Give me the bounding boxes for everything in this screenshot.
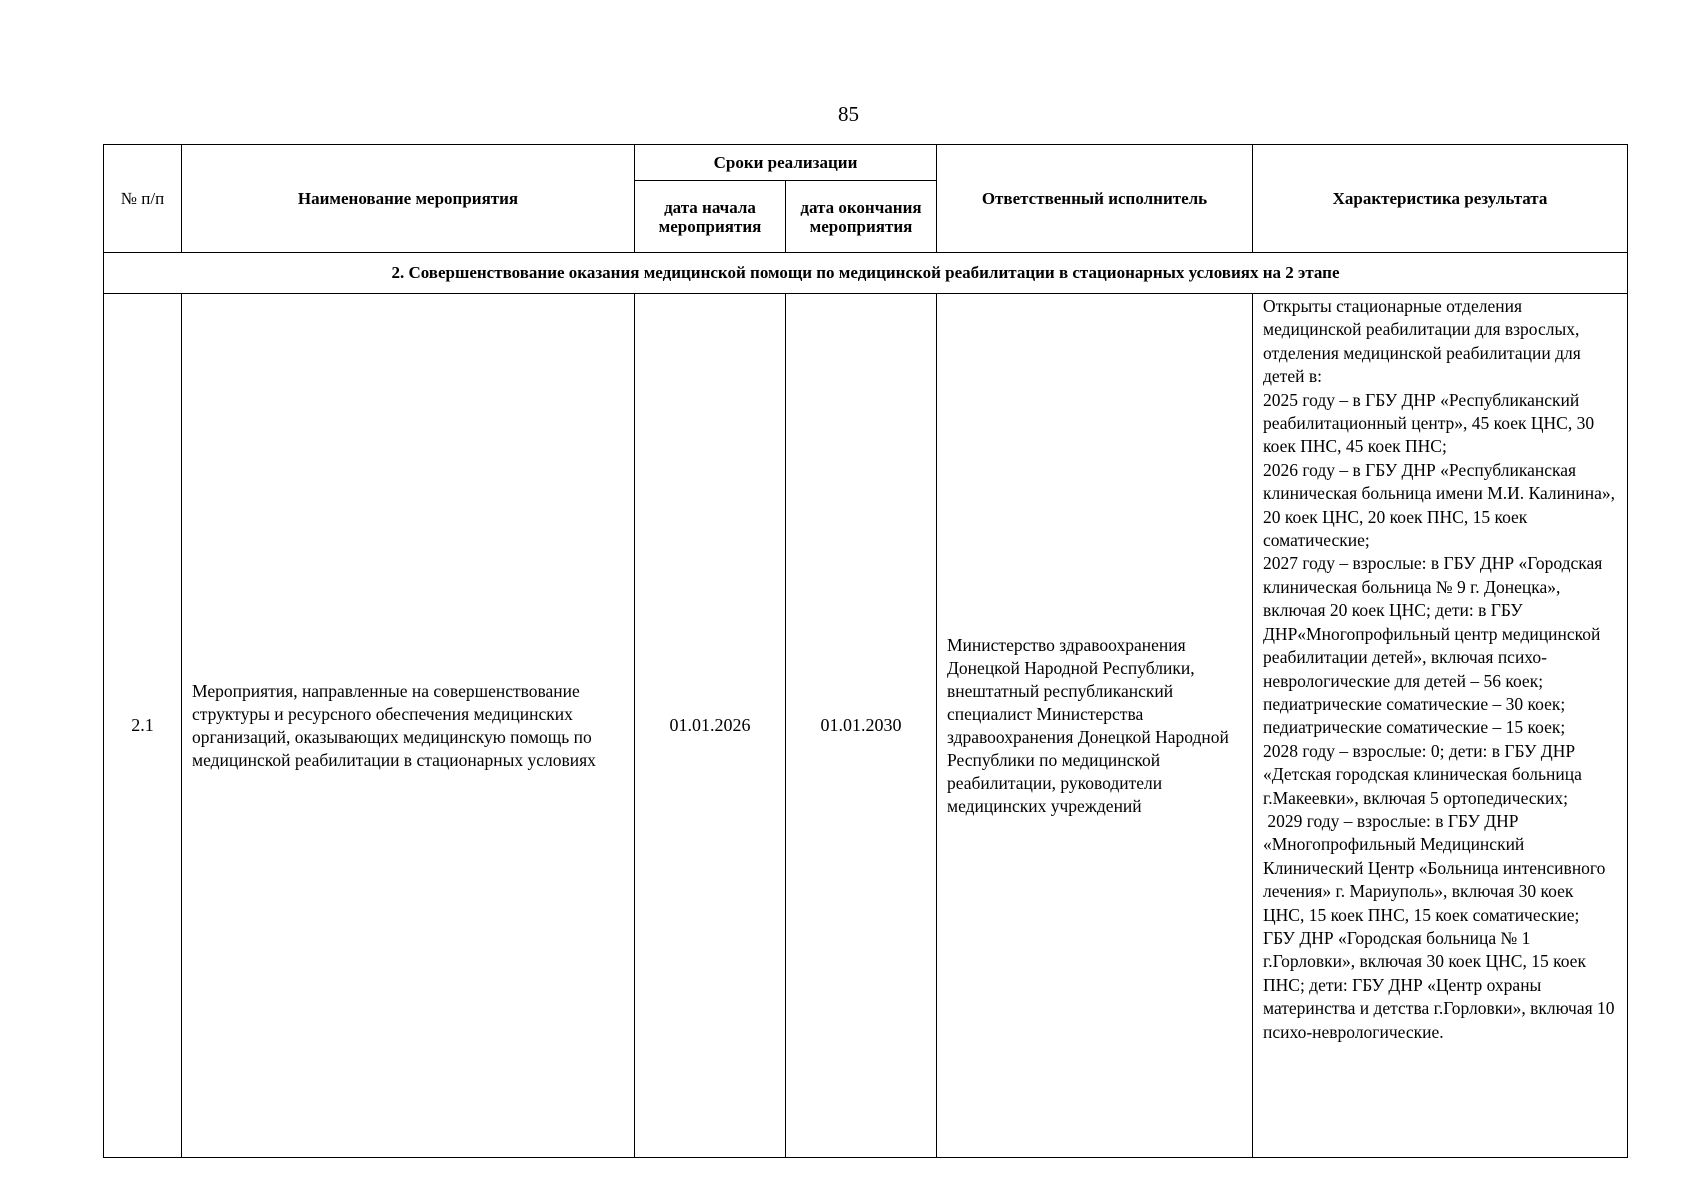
header-result: Характеристика результата <box>1253 145 1628 253</box>
header-number: № п/п <box>104 145 182 253</box>
activities-table <box>103 144 1628 1158</box>
header-start-date: дата начала мероприятия <box>635 181 786 253</box>
header-responsible: Ответственный исполнитель <box>937 145 1253 253</box>
result-line: 2025 году – в ГБУ ДНР «Республиканский реабилитационный центр», 45 коек ЦНС, 30 коек ПНС, 45 коек ПНС; <box>1263 389 1599 457</box>
activity-name: Мероприятия, направленные на совершенствование структуры и ресурсного обеспечения медицинских организаций, оказывающих медицинскую помощь по медицинской реабилитации в стационарных условиях <box>182 294 635 1158</box>
row-number: 2.1 <box>104 294 182 1158</box>
result-line: 2026 году – в ГБУ ДНР «Республиканская клиническая больница имени М.И. Калинина», 20 коек ЦНС, 20 коек ПНС, 15 коек соматические; <box>1263 459 1620 551</box>
result-line: 2028 году – взрослые: 0; дети: в ГБУ ДНР «Детская городская клиническая больница г.Макеевки», включая 5 ортопедических; <box>1263 740 1587 808</box>
table-row <box>104 294 1628 1158</box>
header-end-date: дата окончания мероприятия <box>786 181 937 253</box>
result-line: 2029 году – взрослые: в ГБУ ДНР «Многопрофильный Медицинский Клинический Центр «Больница интенсивного лечения» г. Мариуполь», включая 30 коек ЦНС, 15 коек ПНС, 15 коек соматические; ГБУ ДНР «Городская больница № 1 г.Горловки», включая 30 коек ЦНС, 15 коек ПНС; дети: ГБУ ДНР «Центр охраны материнства и детства г.Горловки», включая 10 психо-неврологические. <box>1263 810 1619 1042</box>
end-date: 01.01.2030 <box>786 294 937 1158</box>
result-line: 2027 году – взрослые: в ГБУ ДНР «Городская клиническая больница № 9 г. Донецка», включая 20 коек ЦНС; дети: в ГБУ ДНР«Многопрофильный центр медицинской реабилитации детей», включая психо-неврологические для детей – 56 коек; педиатрические соматические – 30 коек; педиатрические соматические – 15 коек; <box>1263 553 1607 738</box>
result-description <box>1253 294 1628 1158</box>
page-number: 85 <box>838 102 859 126</box>
result-line: Открыты стационарные отделения медицинской реабилитации для взрослых, отделения медицинской реабилитации для детей в: <box>1263 296 1586 387</box>
section-title: 2. Совершенствование оказания медицинской помощи по медицинской реабилитации в стационарных условиях на 2 этапе <box>104 253 1628 294</box>
start-date: 01.01.2026 <box>635 294 786 1158</box>
responsible-executor: Министерство здравоохранения Донецкой Народной Республики, внештатный республиканский специалист Министерства здравоохранения Донецкой Народной Республики по медицинской реабилитации, руководители медицинских учреждений <box>937 294 1253 1158</box>
header-implementation-terms: Сроки реализации <box>635 145 937 181</box>
header-activity-name: Наименование мероприятия <box>182 145 635 253</box>
